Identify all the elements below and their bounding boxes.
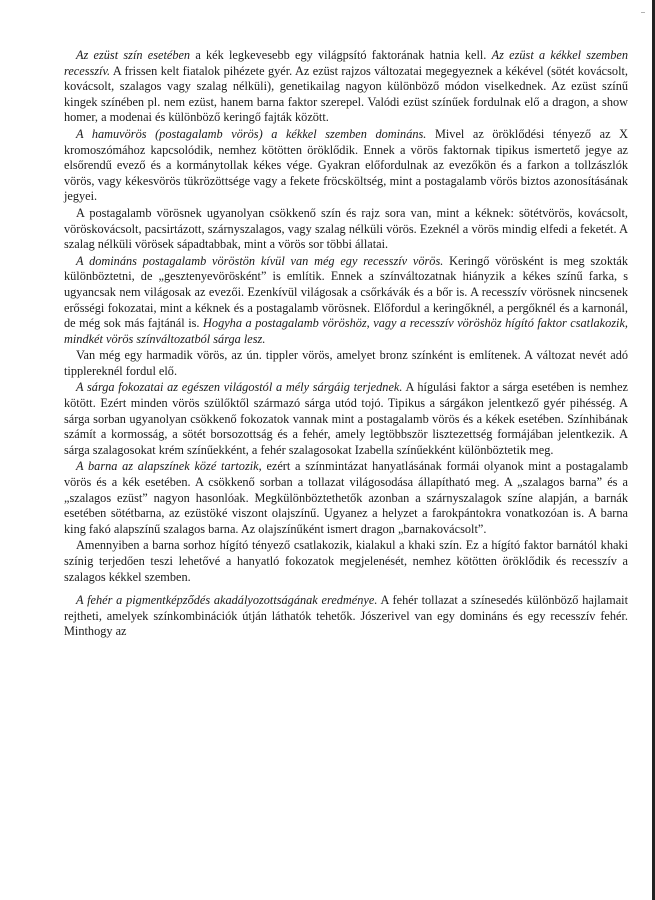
body-text: A postagalamb vörösnek ugyanolyan csökkenő szín és rajz sora van, mint a kéknek: sötétvörös, kovácsolt, vöröskovácsolt, pacsirtázott, szárnyszalagos, vagy szalag nélküli vörös. Ezeknél a vörös mindig elfedi a feketét. A szalag nélküli vörösek sápadtabbak, mint a vörös sor többi állatai. [64,205,628,252]
italic-text: Az ezüst szín esetében [76,48,191,62]
paragraph [64,127,628,205]
body-text: Amennyiben a barna sorhoz hígító tényező csatlakozik, kialakul a khaki szín. Ez a hígító faktor barnától khaki színig terjedően teszi lehetővé a hanyatló fokozatok megjelenését, nemhez kötötten öröklődik és recesszív a szalagos kékkel szemben. [64,538,628,584]
italic-text: Az ezüst a kékkel szemben recesszív. [64,48,628,78]
paragraph [64,254,628,348]
document-page [64,48,628,640]
paragraph [64,593,628,640]
paragraph [64,459,628,537]
italic-text: Hogyha a postagalamb vöröshöz, vagy a recesszív vöröshöz hígító faktor csatlakozik, mindkét vörös színváltozatból sárga lesz. [64,316,629,346]
italic-text: A fehér a pigmentképződés akadályozottságának eredménye. [76,593,378,608]
italic-text: A barna az alapszínek közé tartozik, [76,459,262,474]
corner-mark: .. [641,6,645,15]
paragraph [64,380,628,458]
body-text: A hígulási faktor a sárga esetében is nemhez kötött. Ezért minden vörös szülőktől származó sárga utód tojó. Tipikus a sárgákon jelentkező gyér pihésség. A sárga sorban ugyanolyan csökkenő fokozatok vannak mint a postagalamb vörös és a kékek esetében. Színhibának számít a kormosság, a sötét borsozottság és a fehér, amely legtöbbször lisztezettség formájában jelentkezik. A sárga szalagosokat krém színűekként, a fehér szalagosokat Izabella színűekként különböztetik meg. [64,380,628,457]
italic-text: A sárga fokozatai az egészen világostól a mély sárgáig terjednek. [76,380,403,395]
body-text: Mivel az öröklődési tényező az X kromoszómához kapcsolódik, nemhez kötötten öröklődik. Ennek a vörös faktornak tipikus ismertető jegye az elsőrendű evező és a kormánytollak kékes vége. Gyakran előfordulnak az evezőkön és a farkon a tollzászlók vörös, vagy kékesvörös tükrözöttsége vagy a fekete fröcsköltség, mint a postagalamb vörös biztos azonosításának jegyei. [64,126,628,204]
body-text: Keringő vörösként is meg szokták különböztetni, de „gesztenyevörösként” is említik. Ennek a színváltozatnak hiányzik a kékes színű farka, s ugyancsak nem világosak az evezői. Ezenkívül világosak a csőrkávák és a bőr is. A recesszív vörösnek nincsenek erősségi fokozatai, mint a kéknek és a postagalamb vörösnek. Előfordul a keringőknél, a pergőknél és a karnonál, de még sok más fajtánál is. [64,253,628,331]
italic-text: A hamuvörös (postagalamb vörös) a kékkel szemben domináns. [76,126,427,141]
paragraph [64,538,628,585]
body-text: ezért a színmintázat hanyatlásának formái olyanok mint a postagalamb vörös és a kék esetében. A csökkenő sorban a tollazat világosodása állapítható meg. A „szalagos barna” és a „szalagos ezüst” nagyon hasonlóak. Megkülönböztethetők azonban a szárnyszalagok színe alapján, a barnák esetében sötétbarna, az ezüstöké viszont olajszínű. Ugyanez a helyzet a farokpántokra vonatkozóan is. A barna king fakó alapszínű szalagos barna. Az olajszínűként ismert dragon „barnakovácsolt”. [64,459,629,536]
paragraph [64,206,628,253]
body-text: A frissen kelt fiatalok pihézete gyér. Az ezüst rajzos változatai megegyeznek a kékével (sötét kovácsolt, kovácsolt, szalagos vagy szalag nélküli), genetikailag nagyon különböző módon viselkednek. Az ezüst színű kingek színében pl. nem ezüst, hanem barna faktor szerepel. Valódi ezüst színűek fordulnak elő a dragon, a show homer, a modenai és különböző keringő fajták között. [64,63,628,125]
paragraph [64,348,628,379]
body-text: a kék legkevesebb egy világpsító faktorának hatnia kell. [190,48,492,62]
body-text: A fehér tollazat a színesedés különböző hajlamait rejtheti, amelyek színkombinációk útján láthatók tehetők. Jószerivel van egy domináns és egy recesszív fehér. Minthogy az [64,593,628,639]
body-text: Van még egy harmadik vörös, az ún. tippler vörös, amelyet bronz színként is említenek. A változat nevét adó tipplereknél fordul elő. [64,348,628,378]
paragraph [64,48,628,126]
italic-text: A domináns postagalamb vöröstön kívül van még egy recesszív vörös. [76,253,444,268]
